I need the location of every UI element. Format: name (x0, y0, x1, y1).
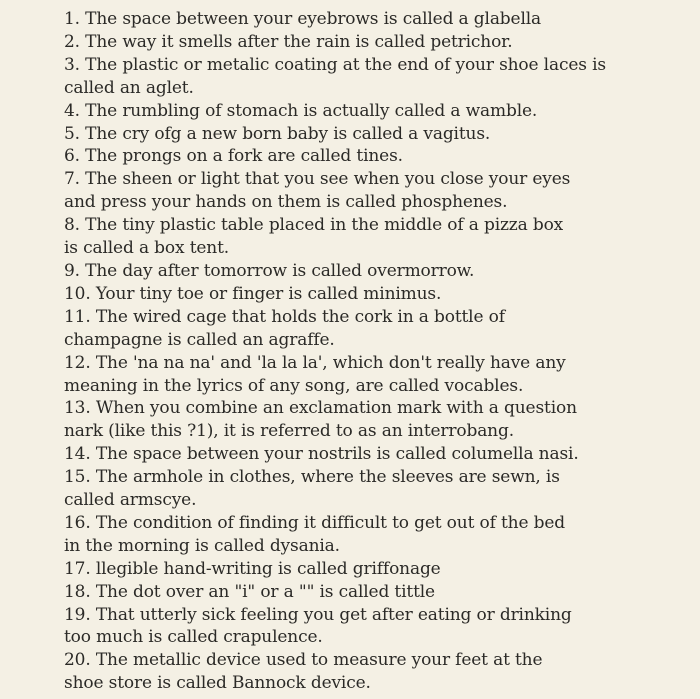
fact-line: is called a box tent. (64, 238, 230, 259)
fact-line: called armscye. (64, 490, 197, 511)
fact-item-15 (64, 466, 700, 512)
fact-line: 11. The wired cage that holds the cork in a bottle of (64, 306, 505, 327)
fact-item-19 (64, 604, 700, 650)
fact-item-4 (64, 100, 700, 123)
fact-line: 10. Your tiny toe or finger is called minimus. (64, 283, 442, 304)
fact-line: 12. The 'na na na' and 'la la la', which don't really have any (64, 352, 566, 373)
fact-item-13 (64, 397, 700, 443)
fact-line: 19. That utterly sick feeling you get after eating or drinking (64, 604, 572, 625)
fact-item-17 (64, 558, 700, 581)
fact-item-2 (64, 31, 700, 54)
fact-line: 13. When you combine an exclamation mark with a question (64, 398, 577, 419)
fact-line: champagne is called an agraffe. (64, 329, 335, 350)
fact-item-10 (64, 283, 700, 306)
fact-line: 20. The metallic device used to measure your feet at the (64, 650, 543, 671)
fact-item-11 (64, 306, 700, 352)
fact-line: 8. The tiny plastic table placed in the middle of a pizza box (64, 215, 564, 236)
facts-list (64, 8, 700, 695)
fact-item-3 (64, 54, 700, 100)
fact-line: 1. The space between your eyebrows is called a glabella (64, 9, 542, 29)
fact-line: 18. The dot over an "i" or a "" is called tittle (64, 581, 435, 602)
fact-line: 6. The prongs on a fork are called tines. (64, 146, 403, 167)
fact-item-7 (64, 168, 700, 214)
fact-line: 9. The day after tomorrow is called overmorrow. (64, 260, 475, 281)
fact-line: and press your hands on them is called phosphenes. (64, 192, 508, 213)
fact-line: 5. The cry ofg a new born baby is called a vagitus. (64, 123, 491, 144)
fact-item-9 (64, 260, 700, 283)
fact-line: 14. The space between your nostrils is called columella nasi. (64, 444, 579, 465)
fact-item-5 (64, 123, 700, 146)
fact-item-14 (64, 443, 700, 466)
fact-line: 7. The sheen or light that you see when you close your eyes (64, 169, 571, 190)
fact-line: 15. The armhole in clothes, where the sleeves are sewn, is (64, 467, 560, 488)
fact-item-1 (64, 8, 700, 31)
fact-line: called an aglet. (64, 77, 194, 98)
fact-item-18 (64, 581, 700, 604)
fact-line: 4. The rumbling of stomach is actually called a wamble. (64, 100, 538, 121)
fact-item-8 (64, 214, 700, 260)
fact-item-16 (64, 512, 700, 558)
fact-line: 2. The way it smells after the rain is called petrichor. (64, 31, 513, 52)
fact-line: meaning in the lyrics of any song, are called vocables. (64, 375, 524, 396)
fact-item-12 (64, 352, 700, 398)
fact-item-20 (64, 649, 700, 695)
fact-item-6 (64, 145, 700, 168)
fact-line: 16. The condition of finding it difficult to get out of the bed (64, 512, 566, 533)
fact-line: nark (like this ?1), it is referred to as an interrobang. (64, 421, 514, 442)
fact-line: too much is called crapulence. (64, 627, 323, 648)
fact-line: 17. llegible hand-writing is called griffonage (64, 558, 441, 579)
fact-line: shoe store is called Bannock device. (64, 673, 371, 694)
fact-line: in the morning is called dysania. (64, 535, 340, 556)
fact-line: 3. The plastic or metalic coating at the end of your shoe laces is (64, 54, 606, 75)
